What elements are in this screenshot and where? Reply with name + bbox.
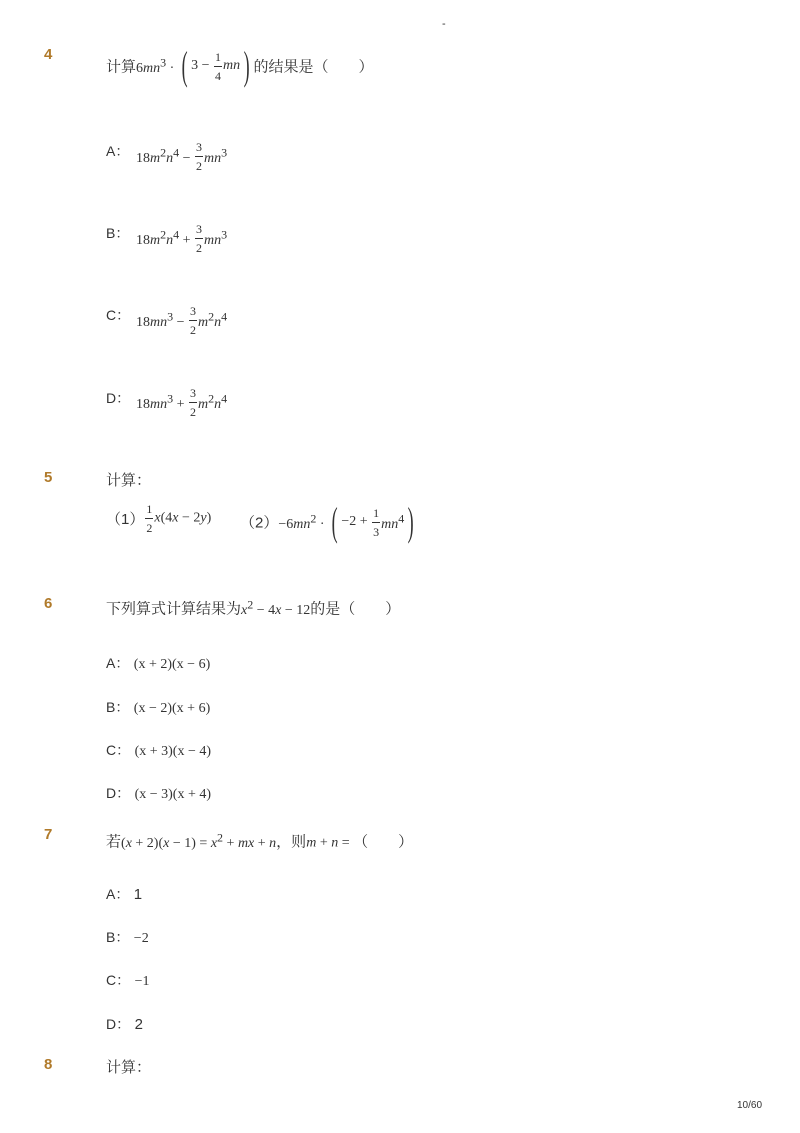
question-4-stem-suffix: 的结果是（ ）: [253, 58, 374, 76]
option-b-label: B：: [106, 225, 130, 241]
option-label: A：: [106, 655, 130, 671]
q7-option-b: [106, 927, 149, 947]
option-a-label: A：: [106, 143, 130, 159]
question-number-7: 7: [44, 826, 53, 843]
left-paren-icon: (: [181, 43, 188, 88]
question-4-stem-prefix: 计算: [106, 58, 137, 76]
question-number-8: 8: [44, 1056, 53, 1073]
question-8-stem: 计算：: [106, 1059, 152, 1076]
option-c-math: $18mn^3$ − $\frac{3}{2}$ $m^2n^4$: [136, 304, 228, 337]
q6-option-a: [106, 653, 210, 673]
question-5-stem: 计算：: [106, 472, 152, 489]
option-label: D：: [106, 1016, 131, 1032]
option-value: −1: [134, 974, 150, 989]
option-label: C：: [106, 972, 131, 988]
q6-option-c: [106, 740, 211, 760]
option-label: D：: [106, 785, 131, 801]
fraction-1-4: $\frac{1}{4}$: [215, 49, 222, 83]
option-math: (x + 3)(x − 4): [134, 744, 212, 759]
question-7-stem: 若$(x + 2)(x - 1) = x^2$ + mx + n，则m + n = （ ）: [106, 830, 414, 851]
q7-option-c: [106, 970, 149, 990]
right-paren-icon: ): [243, 43, 250, 88]
question-4-expression: $6mn^3$ ·: [136, 55, 178, 76]
right-paren-icon: ): [407, 499, 414, 544]
q6-option-b: [106, 697, 210, 717]
question-5-part-1: （1） $\frac{1}{2}$ x(4x − 2y): [106, 502, 212, 535]
question-6-stem-prefix: 下列算式计算结果为: [106, 600, 242, 618]
option-math: (x − 2)(x + 6): [133, 701, 211, 716]
option-c-label: C：: [106, 307, 131, 323]
question-number-5: 5: [44, 469, 53, 486]
question-number-4: 4: [44, 46, 53, 63]
option-value: 1: [133, 886, 143, 903]
question-5-part-2: $(2)-6mn^2$ · ( −2 + $\frac{1}{3}$ $mn^4$): [240, 499, 414, 544]
question-6-stem: 下列算式计算结果为$x^2 - 4x - 12$的是（ ）: [106, 597, 401, 618]
question-number-6: 6: [44, 595, 53, 612]
header-mark: -: [442, 18, 446, 30]
q6-option-d: [106, 783, 211, 803]
option-d-label: D：: [106, 390, 131, 406]
q7-option-d: [106, 1014, 143, 1034]
option-d-math: $18mn^3$ + $\frac{3}{2}$ $m^2n^4$: [136, 386, 228, 419]
option-value: 2: [134, 1016, 143, 1033]
question-7-stem-prefix: 若: [106, 833, 122, 851]
option-label: C：: [106, 742, 131, 758]
question-7-stem-middle: ，则: [276, 833, 307, 851]
option-math: (x − 3)(x + 4): [134, 787, 212, 802]
option-value: −2: [133, 931, 149, 946]
option-math: (x + 2)(x − 6): [133, 657, 211, 672]
page-number: 10/60: [737, 1100, 763, 1111]
option-b-math: $18m^2n^4$ + $\frac{3}{2}$ $mn^3$: [136, 222, 228, 255]
option-a-math: $18m^2n^4$ − $\frac{3}{2}$ $mn^3$: [136, 140, 228, 173]
question-4-stem: 计算$6mn^3$ · ( 3 − $\frac{1}{4}$ mn) 的结果是（ ）: [106, 43, 374, 88]
part-1-label: （1）: [106, 511, 145, 528]
part-2-label: （2）: [240, 514, 279, 532]
question-6-stem-suffix: 的是（ ）: [310, 600, 401, 618]
option-label: B：: [106, 929, 130, 945]
q7-option-a: [106, 884, 142, 904]
option-label: B：: [106, 699, 130, 715]
question-7-stem-suffix: （ ）: [353, 833, 414, 851]
left-paren-icon: (: [331, 499, 338, 544]
option-label: A：: [106, 886, 130, 902]
